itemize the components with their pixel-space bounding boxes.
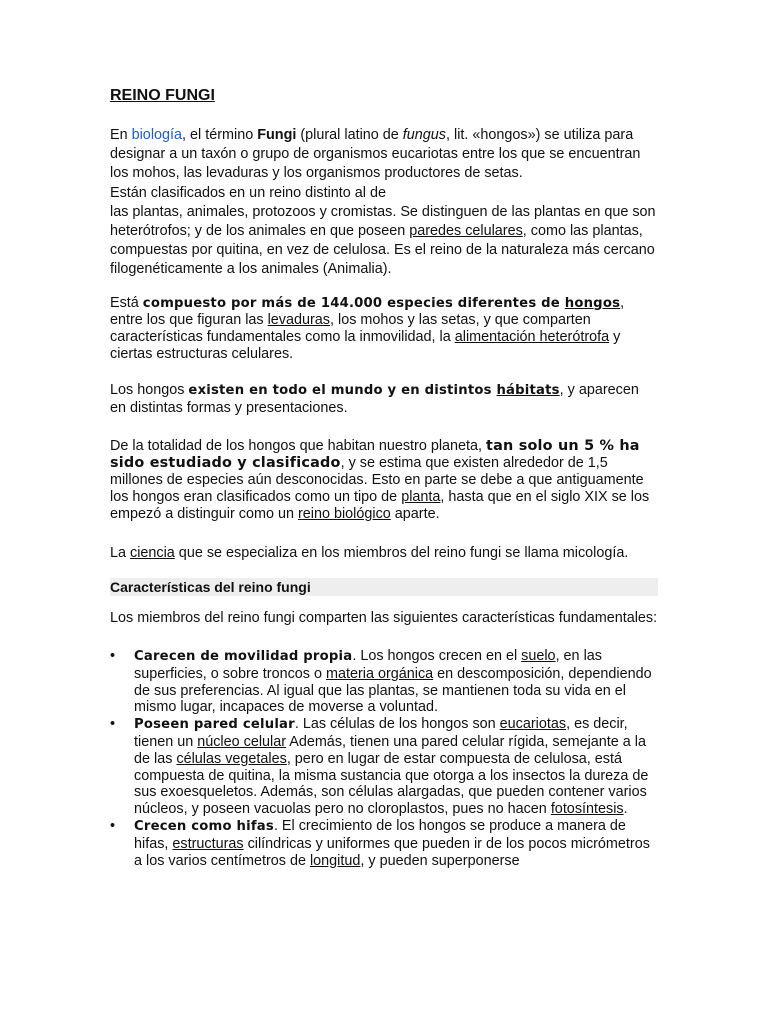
text: En bbox=[110, 127, 132, 143]
alimentacion-link[interactable]: alimentación heterótrofa bbox=[454, 329, 610, 346]
species-paragraph bbox=[110, 295, 658, 363]
text: , hasta que en el siglo XIX se los empezó a distinguir como un bbox=[110, 488, 650, 522]
suelo-link[interactable]: suelo bbox=[521, 647, 556, 664]
micologia-paragraph bbox=[110, 545, 658, 562]
fungi-term: Fungi bbox=[257, 127, 297, 143]
habitats-paragraph bbox=[110, 382, 658, 417]
planta-link[interactable]: planta bbox=[401, 488, 441, 505]
text: , y pueden superponerse bbox=[360, 852, 520, 869]
text: Además, tienen una pared celular rígida, semejante a la de las bbox=[134, 733, 647, 767]
text: . El crecimiento de los hongos se produce a manera de hifas, bbox=[134, 817, 626, 852]
bold-text: existen en todo el mundo y en distintos bbox=[188, 382, 497, 398]
list-item bbox=[110, 716, 658, 818]
text: , pero en lugar de estar compuesta de celulosa, está compuesta de quitina, la misma sustancia que otorga a los insectos la dureza de sus exoesqueletos. Además, son células alargadas, que pueden contener varios núcleos, y poseen vacuolas pero no cloroplastos, pues no hacen bbox=[134, 750, 649, 818]
text: , lit. «hongos») se utiliza para designar a un taxón o grupo de organismos eucariotas entre los que se encuentran los mohos, las levaduras y los organismos productores de setas. bbox=[110, 127, 641, 182]
list-item bbox=[110, 648, 658, 716]
eucariotas-link[interactable]: eucariotas bbox=[499, 716, 567, 733]
bold-text: Carecen de movilidad propia bbox=[134, 648, 353, 664]
longitud-link[interactable]: longitud bbox=[309, 852, 361, 869]
text: . bbox=[623, 801, 628, 818]
text: . Las células de los hongos son bbox=[294, 716, 500, 733]
text: , y se estima que existen alrededor de 1,5 millones de especies aún desconocidas. Esto en parte se debe a que antiguamente los hongos eran clasificados como un tipo de bbox=[110, 455, 644, 505]
text: , el término bbox=[182, 127, 258, 143]
materia-organica-link[interactable]: materia orgánica bbox=[325, 665, 434, 682]
text: cilíndricas y uniformes que pueden ir de los pocos micrómetros a los varios centímetros de bbox=[134, 835, 650, 869]
reino-biologico-link[interactable]: reino biológico bbox=[297, 505, 391, 522]
text: De la totalidad de los hongos que habitan nuestro planeta, bbox=[110, 438, 487, 455]
paredes-celulares-link[interactable]: paredes celulares bbox=[409, 223, 523, 240]
fungus-term: fungus bbox=[402, 127, 447, 143]
text: aparte. bbox=[390, 505, 440, 522]
text: . Los hongos crecen en el bbox=[352, 647, 522, 664]
text: Está bbox=[110, 294, 143, 311]
text: , y aparecen en distintas formas y presentaciones. bbox=[110, 381, 639, 416]
text: que se especializa en los miembros del reino fungi se llama micología. bbox=[174, 545, 629, 562]
celulas-vegetales-link[interactable]: células vegetales bbox=[176, 750, 287, 767]
habitats-link[interactable]: hábitats bbox=[496, 382, 560, 398]
levaduras-link[interactable]: levaduras bbox=[267, 312, 331, 329]
bullet-icon: • bbox=[110, 647, 116, 664]
features-intro-paragraph: Los miembros del reino fungi comparten las siguientes características fundamentales: bbox=[110, 610, 658, 627]
bullet-icon: • bbox=[110, 817, 116, 834]
text: en descomposición, dependiendo de sus preferencias. Al igual que las plantas, se mantienen toda su vida en el mismo lugar, incapaces de moverse a voluntad. bbox=[134, 665, 652, 716]
text: La bbox=[110, 545, 131, 562]
classification-paragraph bbox=[110, 438, 658, 522]
ciencia-link[interactable]: ciencia bbox=[130, 545, 175, 562]
list-item bbox=[110, 818, 658, 869]
text: Están clasificados en un reino distinto al de bbox=[110, 184, 386, 201]
biologia-link[interactable]: biología bbox=[131, 127, 183, 143]
nucleo-celular-link[interactable]: núcleo celular bbox=[197, 733, 287, 750]
features-list bbox=[110, 648, 658, 869]
text: , como las plantas, compuestas por quitina, en vez de celulosa. Es el reino de la naturaleza más cercano filogenéticamente a los animales (Animalia). bbox=[110, 223, 655, 278]
text: y ciertas estructuras celulares. bbox=[110, 329, 621, 363]
text: las plantas, animales, protozoos y cromistas. Se distinguen de las plantas en que son heterótrofos; y de los animales en que poseen bbox=[110, 203, 656, 240]
document-page bbox=[110, 86, 658, 869]
bullet-icon: • bbox=[110, 716, 116, 733]
text: (plural latino de bbox=[296, 127, 403, 143]
bold-text: compuesto por más de 144.000 especies diferentes de bbox=[142, 295, 565, 311]
text: , es decir, tienen un bbox=[134, 716, 628, 750]
bold-text: tan solo un 5 % ha sido estudiado y clasificado bbox=[110, 438, 640, 472]
text: , en las superficies, o sobre troncos o bbox=[134, 647, 602, 682]
hongos-link[interactable]: hongos bbox=[564, 295, 621, 311]
fotosintesis-link[interactable]: fotosíntesis bbox=[550, 801, 624, 818]
text: Los hongos bbox=[110, 381, 189, 398]
bold-text: Crecen como hifas bbox=[134, 818, 274, 834]
estructuras-link[interactable]: estructuras bbox=[172, 835, 244, 852]
text: , los mohos y las setas, y que comparten características fundamentales como la inmovilidad, la bbox=[110, 312, 591, 346]
section-heading: Características del reino fungi bbox=[110, 578, 658, 596]
page-title: REINO FUNGI bbox=[110, 87, 215, 104]
intro-paragraph bbox=[110, 126, 658, 280]
text: , entre los que figuran las bbox=[110, 294, 625, 329]
bold-text: Poseen pared celular bbox=[134, 717, 295, 733]
